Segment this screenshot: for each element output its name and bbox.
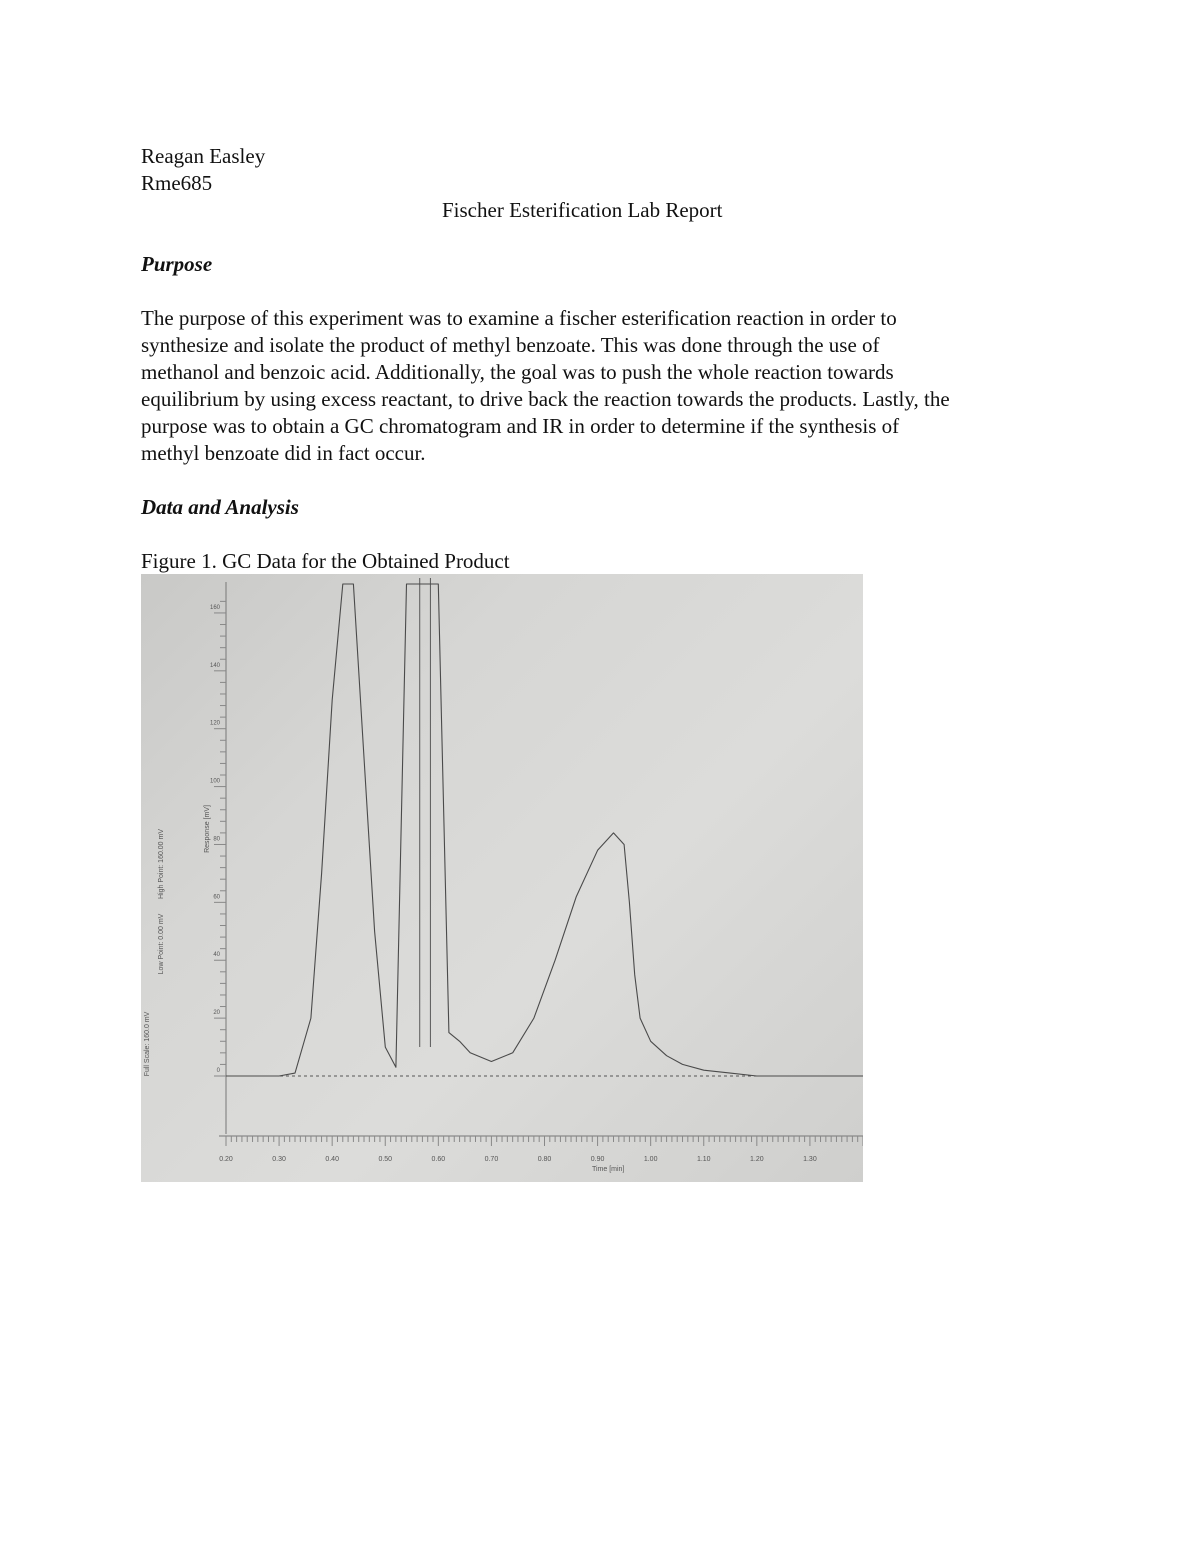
purpose-line: The purpose of this experiment was to examine a fischer esterification reaction in order to bbox=[141, 306, 897, 330]
x-tick-label: 1.00 bbox=[643, 1156, 658, 1163]
figure-caption: Figure 1. GC Data for the Obtained Product bbox=[141, 549, 510, 573]
y-tick-label: 120 bbox=[209, 720, 220, 727]
x-tick-label: 0.50 bbox=[378, 1156, 393, 1163]
author-eid: Rme685 bbox=[141, 171, 213, 195]
chromatogram-photo bbox=[141, 574, 863, 1182]
y-axis-label: Response [mV] bbox=[204, 805, 211, 853]
purpose-line: synthesize and isolate the product of methyl benzoate. This was done through the use of bbox=[141, 333, 880, 357]
purpose-line: purpose was to obtain a GC chromatogram and IR in order to determine if the synthesis of bbox=[141, 414, 900, 438]
purpose-line: methyl benzoate did in fact occur. bbox=[141, 441, 426, 465]
left-annotation: High Point: 160.00 mV bbox=[158, 828, 165, 900]
x-tick-label: 0.60 bbox=[431, 1156, 446, 1163]
x-tick-label: 1.10 bbox=[696, 1156, 711, 1163]
y-tick-label: 20 bbox=[213, 1010, 220, 1017]
purpose-paragraph bbox=[141, 305, 1071, 467]
y-tick-label: 160 bbox=[209, 604, 220, 611]
gc-trace-line bbox=[226, 584, 863, 1076]
purpose-line: methanol and benzoic acid. Additionally, the goal was to push the whole reaction towards bbox=[141, 360, 894, 384]
x-tick-label: 1.30 bbox=[803, 1156, 817, 1163]
x-tick-label: 0.90 bbox=[590, 1156, 605, 1163]
y-tick-label: 80 bbox=[213, 836, 220, 843]
y-tick-label: 100 bbox=[209, 778, 220, 785]
x-tick-label: 0.80 bbox=[537, 1156, 552, 1163]
purpose-heading: Purpose bbox=[141, 252, 213, 276]
page-title: Fischer Esterification Lab Report bbox=[442, 198, 723, 222]
x-tick-label: 0.40 bbox=[325, 1156, 339, 1163]
x-tick-label: 1.20 bbox=[750, 1156, 764, 1163]
x-tick-label: 0.20 bbox=[219, 1156, 233, 1163]
analysis-heading: Data and Analysis bbox=[141, 495, 299, 519]
author-name: Reagan Easley bbox=[141, 144, 266, 168]
y-tick-label: 0 bbox=[216, 1068, 220, 1074]
y-tick-label: 60 bbox=[213, 894, 220, 901]
y-tick-label: 140 bbox=[209, 662, 220, 669]
left-annotation: Full Scale: 160.0 mV bbox=[144, 1011, 151, 1077]
chromatogram-chart bbox=[141, 574, 863, 1182]
y-tick-label: 40 bbox=[213, 952, 220, 959]
x-tick-label: 0.70 bbox=[484, 1156, 499, 1163]
x-axis-label: Time [min] bbox=[591, 1166, 625, 1173]
purpose-line: equilibrium by using excess reactant, to drive back the reaction towards the products. Lastly, the bbox=[141, 387, 950, 411]
x-tick-label: 0.30 bbox=[272, 1156, 286, 1163]
left-annotation: Low Point: 0.00 mV bbox=[158, 913, 165, 975]
